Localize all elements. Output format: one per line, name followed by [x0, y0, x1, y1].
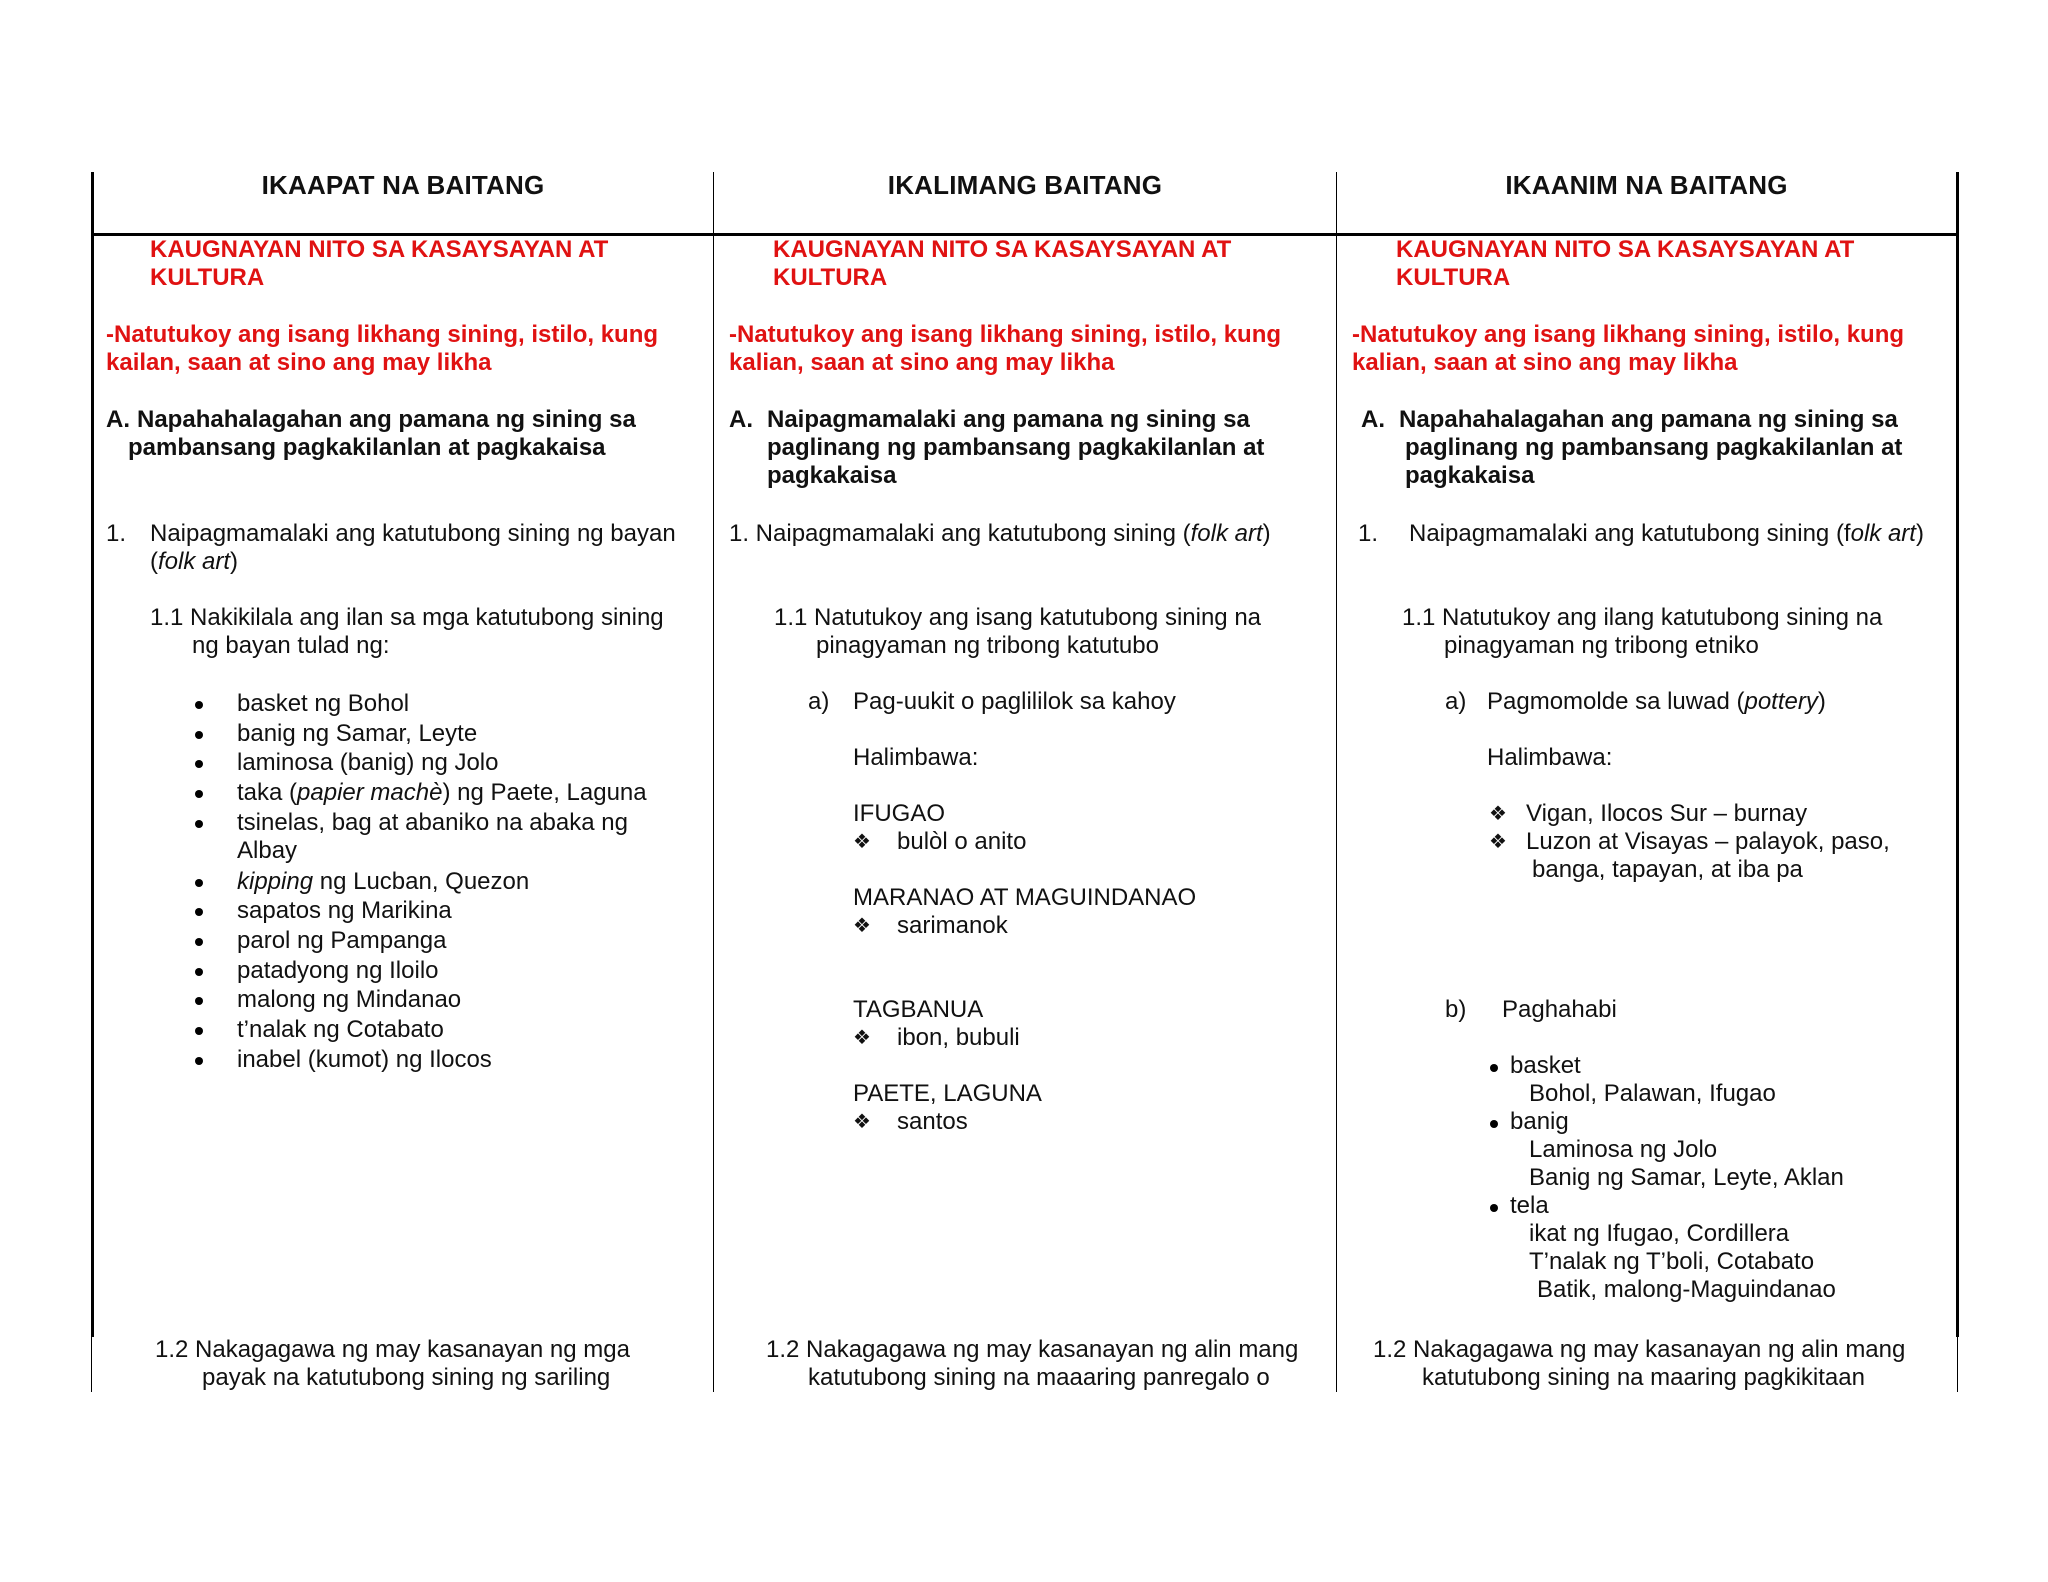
item-a-text: paglinang ng pambansang pagkakilanlan at [1405, 434, 1903, 461]
bullet-icon [195, 790, 203, 798]
subitem-1-1-cont: ng bayan tulad ng: [192, 632, 390, 659]
table-border-left-lower [91, 1337, 92, 1392]
objective-line: kalian, saan at sino ang may likha [1352, 349, 1738, 376]
list-item: tsinelas, bag at abaniko na abaka ng [237, 809, 628, 836]
item-a-label: A. [1361, 406, 1385, 433]
bullet-icon [195, 701, 203, 709]
objective-line: -Natutukoy ang isang likhang sining, istilo, kung [729, 321, 1282, 348]
diamond-bullet-icon: ❖ [1489, 803, 1507, 825]
item-1-text: Naipagmamalaki ang katutubong sining (folk art) [1409, 520, 1924, 547]
example-item: Vigan, Ilocos Sur – burnay [1526, 800, 1808, 827]
column-divider-1 [713, 172, 714, 1392]
list-item: banig ng Samar, Leyte [237, 720, 478, 747]
bullet-icon [195, 1027, 203, 1035]
list-item: basket ng Bohol [237, 690, 410, 717]
diamond-bullet-icon: ❖ [853, 1027, 871, 1049]
bullet-icon [195, 938, 203, 946]
subitem-1-2: 1.2 Nakagagawa ng may kasanayan ng mga [155, 1336, 630, 1363]
objective-line: kalian, saan at sino ang may likha [729, 349, 1115, 376]
weave-detail: Banig ng Samar, Leyte, Aklan [1529, 1164, 1844, 1191]
bullet-icon [1490, 1064, 1498, 1072]
item-1-number: 1. [1358, 520, 1379, 547]
section-title-line: KAUGNAYAN NITO SA KASAYSAYAN AT [1396, 236, 1855, 263]
section-title-line: KULTURA [1396, 264, 1511, 291]
example-item-cont: banga, tapayan, at iba pa [1532, 856, 1803, 883]
item-1-text: Naipagmamalaki ang katutubong sining ng bayan [150, 520, 676, 547]
item-a-text: pagkakaisa [1405, 462, 1535, 489]
item-a-label-lower: a) [808, 688, 830, 715]
bullet-icon [195, 1057, 203, 1065]
item-a-label: A. [729, 406, 753, 433]
item-a-text: Napahahalagahan ang pamana ng sining sa [1399, 406, 1898, 433]
example-item: Luzon at Visayas – palayok, paso, [1526, 828, 1890, 855]
bullet-icon [1490, 1120, 1498, 1128]
bullet-icon [195, 731, 203, 739]
column-header-grade-4: IKAAPAT NA BAITANG [261, 170, 545, 200]
list-item: parol ng Pampanga [237, 927, 447, 954]
weave-detail: Bohol, Palawan, Ifugao [1529, 1080, 1776, 1107]
table-border-left [91, 172, 94, 1337]
list-item: kipping ng Lucban, Quezon [237, 868, 530, 895]
bullet-icon [195, 820, 203, 828]
item-b-label: b) [1445, 996, 1467, 1023]
item-a-text: paglinang ng pambansang pagkakilanlan at [767, 434, 1265, 461]
bullet-icon [195, 997, 203, 1005]
subitem-1-2-cont: payak na katutubong sining ng sariling [202, 1364, 611, 1391]
item-a-text: Naipagmamalaki ang pamana ng sining sa [767, 406, 1250, 433]
weave-detail: Batik, malong-Maguindanao [1537, 1276, 1836, 1303]
subitem-1-1: 1.1 Nakikilala ang ilan sa mga katutubong sining [150, 604, 664, 631]
list-item: t’nalak ng Cotabato [237, 1016, 444, 1043]
item-a-text-lower: Pag-uukit o paglililok sa kahoy [853, 688, 1176, 715]
group-item: ibon, bubuli [897, 1024, 1020, 1051]
weave-detail: Laminosa ng Jolo [1529, 1136, 1718, 1163]
weave-detail: T’nalak ng T’boli, Cotabato [1529, 1248, 1815, 1275]
list-item: inabel (kumot) ng Ilocos [237, 1046, 492, 1073]
group-name: TAGBANUA [853, 996, 984, 1023]
list-item: patadyong ng Iloilo [237, 957, 439, 984]
item-1-number: 1. [106, 520, 127, 547]
diamond-bullet-icon: ❖ [853, 1111, 871, 1133]
list-item: taka (papier machè) ng Paete, Laguna [237, 779, 647, 806]
list-item: laminosa (banig) ng Jolo [237, 749, 499, 776]
subitem-1-1: 1.1 Natutukoy ang ilang katutubong sining na [1402, 604, 1883, 631]
list-item-cont: Albay [237, 837, 298, 864]
subitem-1-2: 1.2 Nakagagawa ng may kasanayan ng alin mang [1373, 1336, 1906, 1363]
subitem-1-2: 1.2 Nakagagawa ng may kasanayan ng alin mang [766, 1336, 1299, 1363]
objective-line: -Natutukoy ang isang likhang sining, istilo, kung [1352, 321, 1905, 348]
subitem-1-1-cont: pinagyaman ng tribong katutubo [816, 632, 1159, 659]
item-1-text: 1. Naipagmamalaki ang katutubong sining (folk art) [729, 520, 1271, 547]
subitem-1-2-cont: katutubong sining na maaring pagkikitaan [1422, 1364, 1865, 1391]
halimbawa-label: Halimbawa: [1487, 744, 1613, 771]
item-b-text: Paghahabi [1502, 996, 1617, 1023]
item-a-text: Napahahalagahan ang pamana ng sining sa [137, 406, 636, 433]
item-a-text-lower: Pagmomolde sa luwad (pottery) [1487, 688, 1826, 715]
column-header-grade-6: IKAANIM NA BAITANG [1505, 170, 1788, 200]
group-name: MARANAO AT MAGUINDANAO [853, 884, 1197, 911]
bullet-icon [1490, 1204, 1498, 1212]
halimbawa-label: Halimbawa: [853, 744, 979, 771]
item-a-text: pagkakaisa [767, 462, 897, 489]
list-item: sapatos ng Marikina [237, 897, 452, 924]
bullet-icon [195, 908, 203, 916]
item-a-text: pambansang pagkakilanlan at pagkakaisa [128, 434, 606, 461]
diamond-bullet-icon: ❖ [853, 915, 871, 937]
bullet-icon [195, 760, 203, 768]
group-name: PAETE, LAGUNA [853, 1080, 1042, 1107]
section-title-line: KULTURA [150, 264, 265, 291]
weave-type: tela [1510, 1192, 1549, 1219]
item-a-label: A. [106, 406, 130, 433]
group-item: bulòl o anito [897, 828, 1027, 855]
list-item: malong ng Mindanao [237, 986, 462, 1013]
group-item: santos [897, 1108, 968, 1135]
item-a-label-lower: a) [1445, 688, 1467, 715]
diamond-bullet-icon: ❖ [1489, 831, 1507, 853]
group-item: sarimanok [897, 912, 1008, 939]
subitem-1-2-cont: katutubong sining na maaaring panregalo o [808, 1364, 1270, 1391]
group-name: IFUGAO [853, 800, 946, 827]
diamond-bullet-icon: ❖ [853, 831, 871, 853]
subitem-1-1-cont: pinagyaman ng tribong etniko [1444, 632, 1759, 659]
section-title-line: KAUGNAYAN NITO SA KASAYSAYAN AT [773, 236, 1232, 263]
table-border-right [1956, 172, 1959, 1337]
subitem-1-1: 1.1 Natutukoy ang isang katutubong sining na [774, 604, 1262, 631]
weave-type: banig [1510, 1108, 1569, 1135]
weave-detail: ikat ng Ifugao, Cordillera [1529, 1220, 1790, 1247]
objective-line: -Natutukoy ang isang likhang sining, istilo, kung [106, 321, 659, 348]
column-divider-2 [1336, 172, 1337, 1392]
weave-type: basket [1510, 1052, 1581, 1079]
column-header-grade-5: IKALIMANG BAITANG [887, 170, 1163, 200]
item-1-text-cont: (folk art) [150, 548, 239, 575]
bullet-icon [195, 968, 203, 976]
section-title-line: KAUGNAYAN NITO SA KASAYSAYAN AT [150, 236, 609, 263]
section-title-line: KULTURA [773, 264, 888, 291]
bullet-icon [195, 879, 203, 887]
objective-line: kailan, saan at sino ang may likha [106, 349, 492, 376]
table-border-right-lower [1957, 1337, 1958, 1392]
